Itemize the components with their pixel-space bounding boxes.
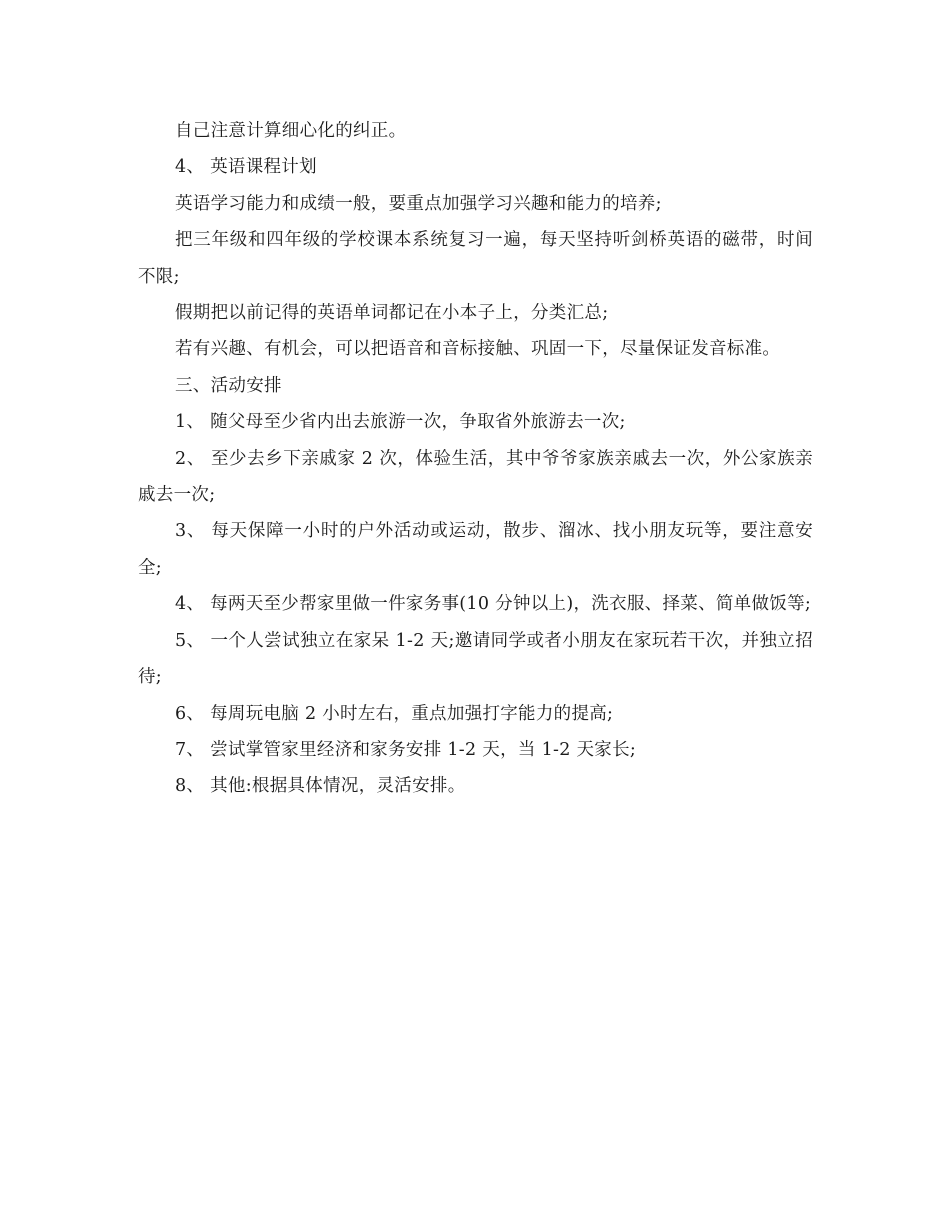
paragraph-calculation-note: 自己注意计算细心化的纠正。 bbox=[175, 121, 407, 141]
heading-activity-plan: 三、活动安排 bbox=[175, 375, 282, 396]
list-item-housework: 4、 每两天至少帮家里做一件家务事(10 分钟以上)，洗衣服、择菜、简单做饭等; bbox=[175, 594, 812, 615]
list-item-outdoor: 3、 每天保障一小时的户外活动或运动，散步、溜冰、找小朋友玩等，要注意安全; bbox=[138, 521, 813, 578]
paragraph-english-words: 假期把以前记得的英语单词都记在小本子上，分类汇总; bbox=[175, 303, 609, 324]
paragraph-english-review: 把三年级和四年级的学校课本系统复习一遍，每天坚持听剑桥英语的磁带，时间不限; bbox=[138, 230, 813, 287]
document-body bbox=[138, 113, 813, 805]
list-item-computer: 6、 每周玩电脑 2 小时左右，重点加强打字能力的提高; bbox=[175, 703, 614, 724]
list-item-household-management: 7、 尝试掌管家里经济和家务安排 1-2 天，当 1-2 天家长; bbox=[175, 739, 637, 760]
list-item-other: 8、 其他:根据具体情况，灵活安排。 bbox=[175, 776, 466, 797]
heading-english-plan: 4、 英语课程计划 bbox=[175, 157, 317, 178]
list-item-travel: 1、 随父母至少省内出去旅游一次，争取省外旅游去一次; bbox=[175, 412, 626, 433]
paragraph-english-ability: 英语学习能力和成绩一般，要重点加强学习兴趣和能力的培养; bbox=[175, 193, 662, 214]
list-item-countryside: 2、 至少去乡下亲戚家 2 次，体验生活，其中爷爷家族亲戚去一次，外公家族亲戚去一次; bbox=[138, 448, 813, 506]
paragraph-english-phonetics: 若有兴趣、有机会，可以把语音和音标接触、巩固一下，尽量保证发音标准。 bbox=[175, 339, 781, 360]
list-item-independence: 5、 一个人尝试独立在家呆 1-2 天;邀请同学或者小朋友在家玩若干次，并独立招待; bbox=[138, 630, 813, 688]
